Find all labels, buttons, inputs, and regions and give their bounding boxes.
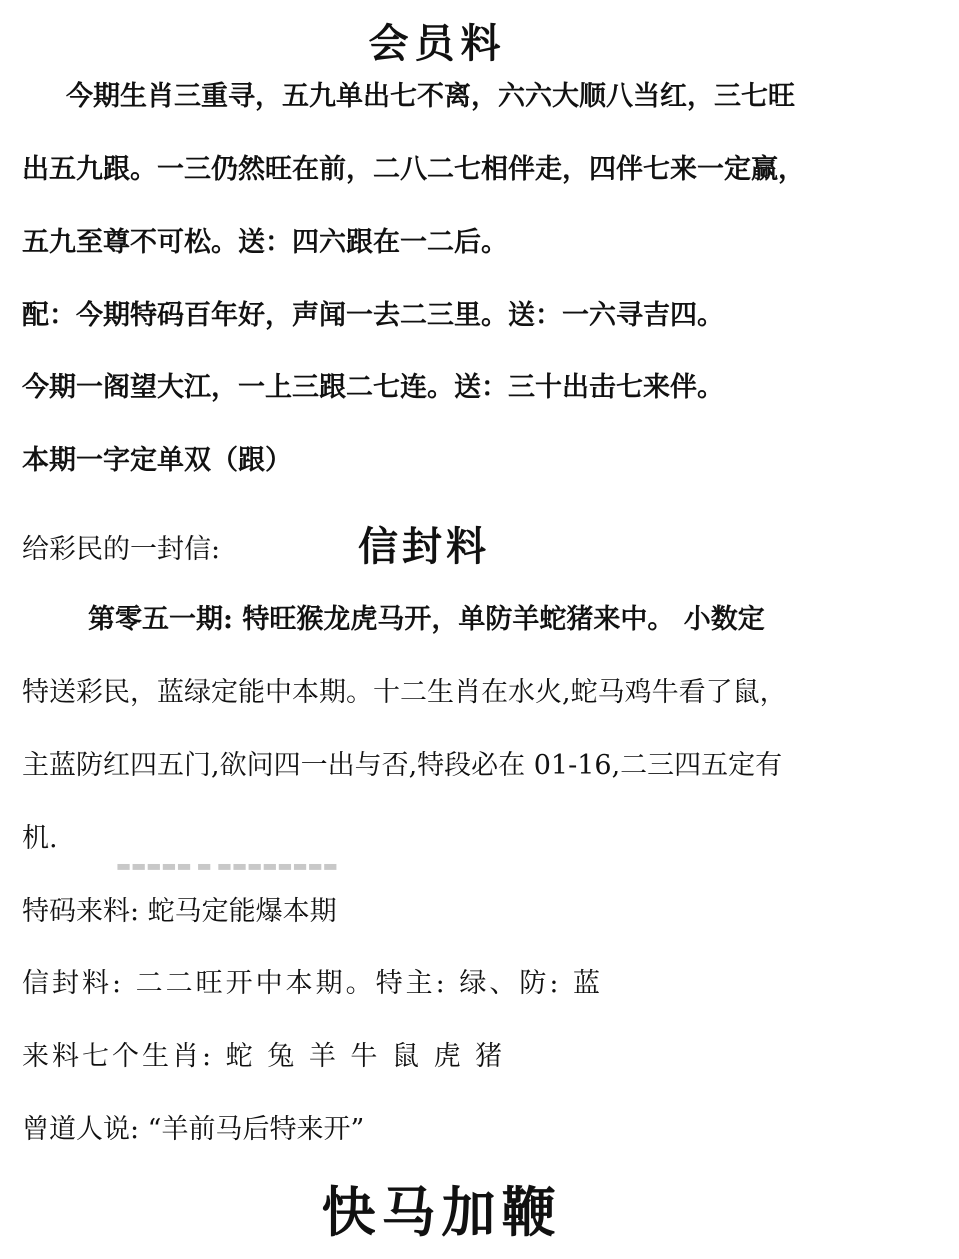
letter-paragraph-1: 第零五一期: 特旺猴龙虎马开，单防羊蛇猪来中。 小数定 [88, 604, 765, 635]
member-title: 会员料 [368, 20, 507, 67]
letter-paragraph-2: 特送彩民，蓝绿定能中本期。十二生肖在水火,蛇马鸡牛看了鼠， [22, 677, 787, 708]
member-line-2: 出五九跟。一三仍然旺在前，二八二七相伴走，四伴七来一定赢， [22, 154, 805, 185]
letter-paragraph-3: 主蓝防红四五门,欲问四一出与否,特段必在 01-16,二三四五定有 [22, 750, 783, 781]
letter-paragraph-4: 机. [22, 823, 58, 854]
member-line-6: 本期一字定单双（跟） [22, 445, 292, 476]
member-line-3: 五九至尊不可松。送：四六跟在一二后。 [22, 227, 508, 258]
letter-label: 给彩民的一封信: [22, 534, 221, 565]
zeng-saying-line: 曾道人说: “羊前马后特来开” [22, 1114, 365, 1145]
seven-zodiacs-line: 来料七个生肖: 蛇 兔 羊 牛 鼠 虎 猪 [22, 1041, 506, 1072]
faint-residue-mark: ▬▬▬▬▬ ▬ ▬▬▬▬▬▬▬▬ [116, 856, 338, 875]
member-line-4: 配：今期特码百年好，声闻一去二三里。送：一六寻吉四。 [22, 300, 724, 331]
envelope-line: 信封料: 二二旺开中本期。特主: 绿、防: 蓝 [22, 968, 604, 999]
bottom-title: 快马加鞭 [321, 1180, 562, 1244]
letter-heading: 信封料 [358, 523, 490, 570]
member-line-5: 今期一阁望大江，一上三跟二七连。送：三十出击七来伴。 [22, 372, 724, 403]
special-code-line: 特码来料: 蛇马定能爆本期 [22, 896, 337, 927]
member-line-1: 今期生肖三重寻，五九单出七不离，六六大顺八当红，三七旺 [66, 81, 795, 112]
